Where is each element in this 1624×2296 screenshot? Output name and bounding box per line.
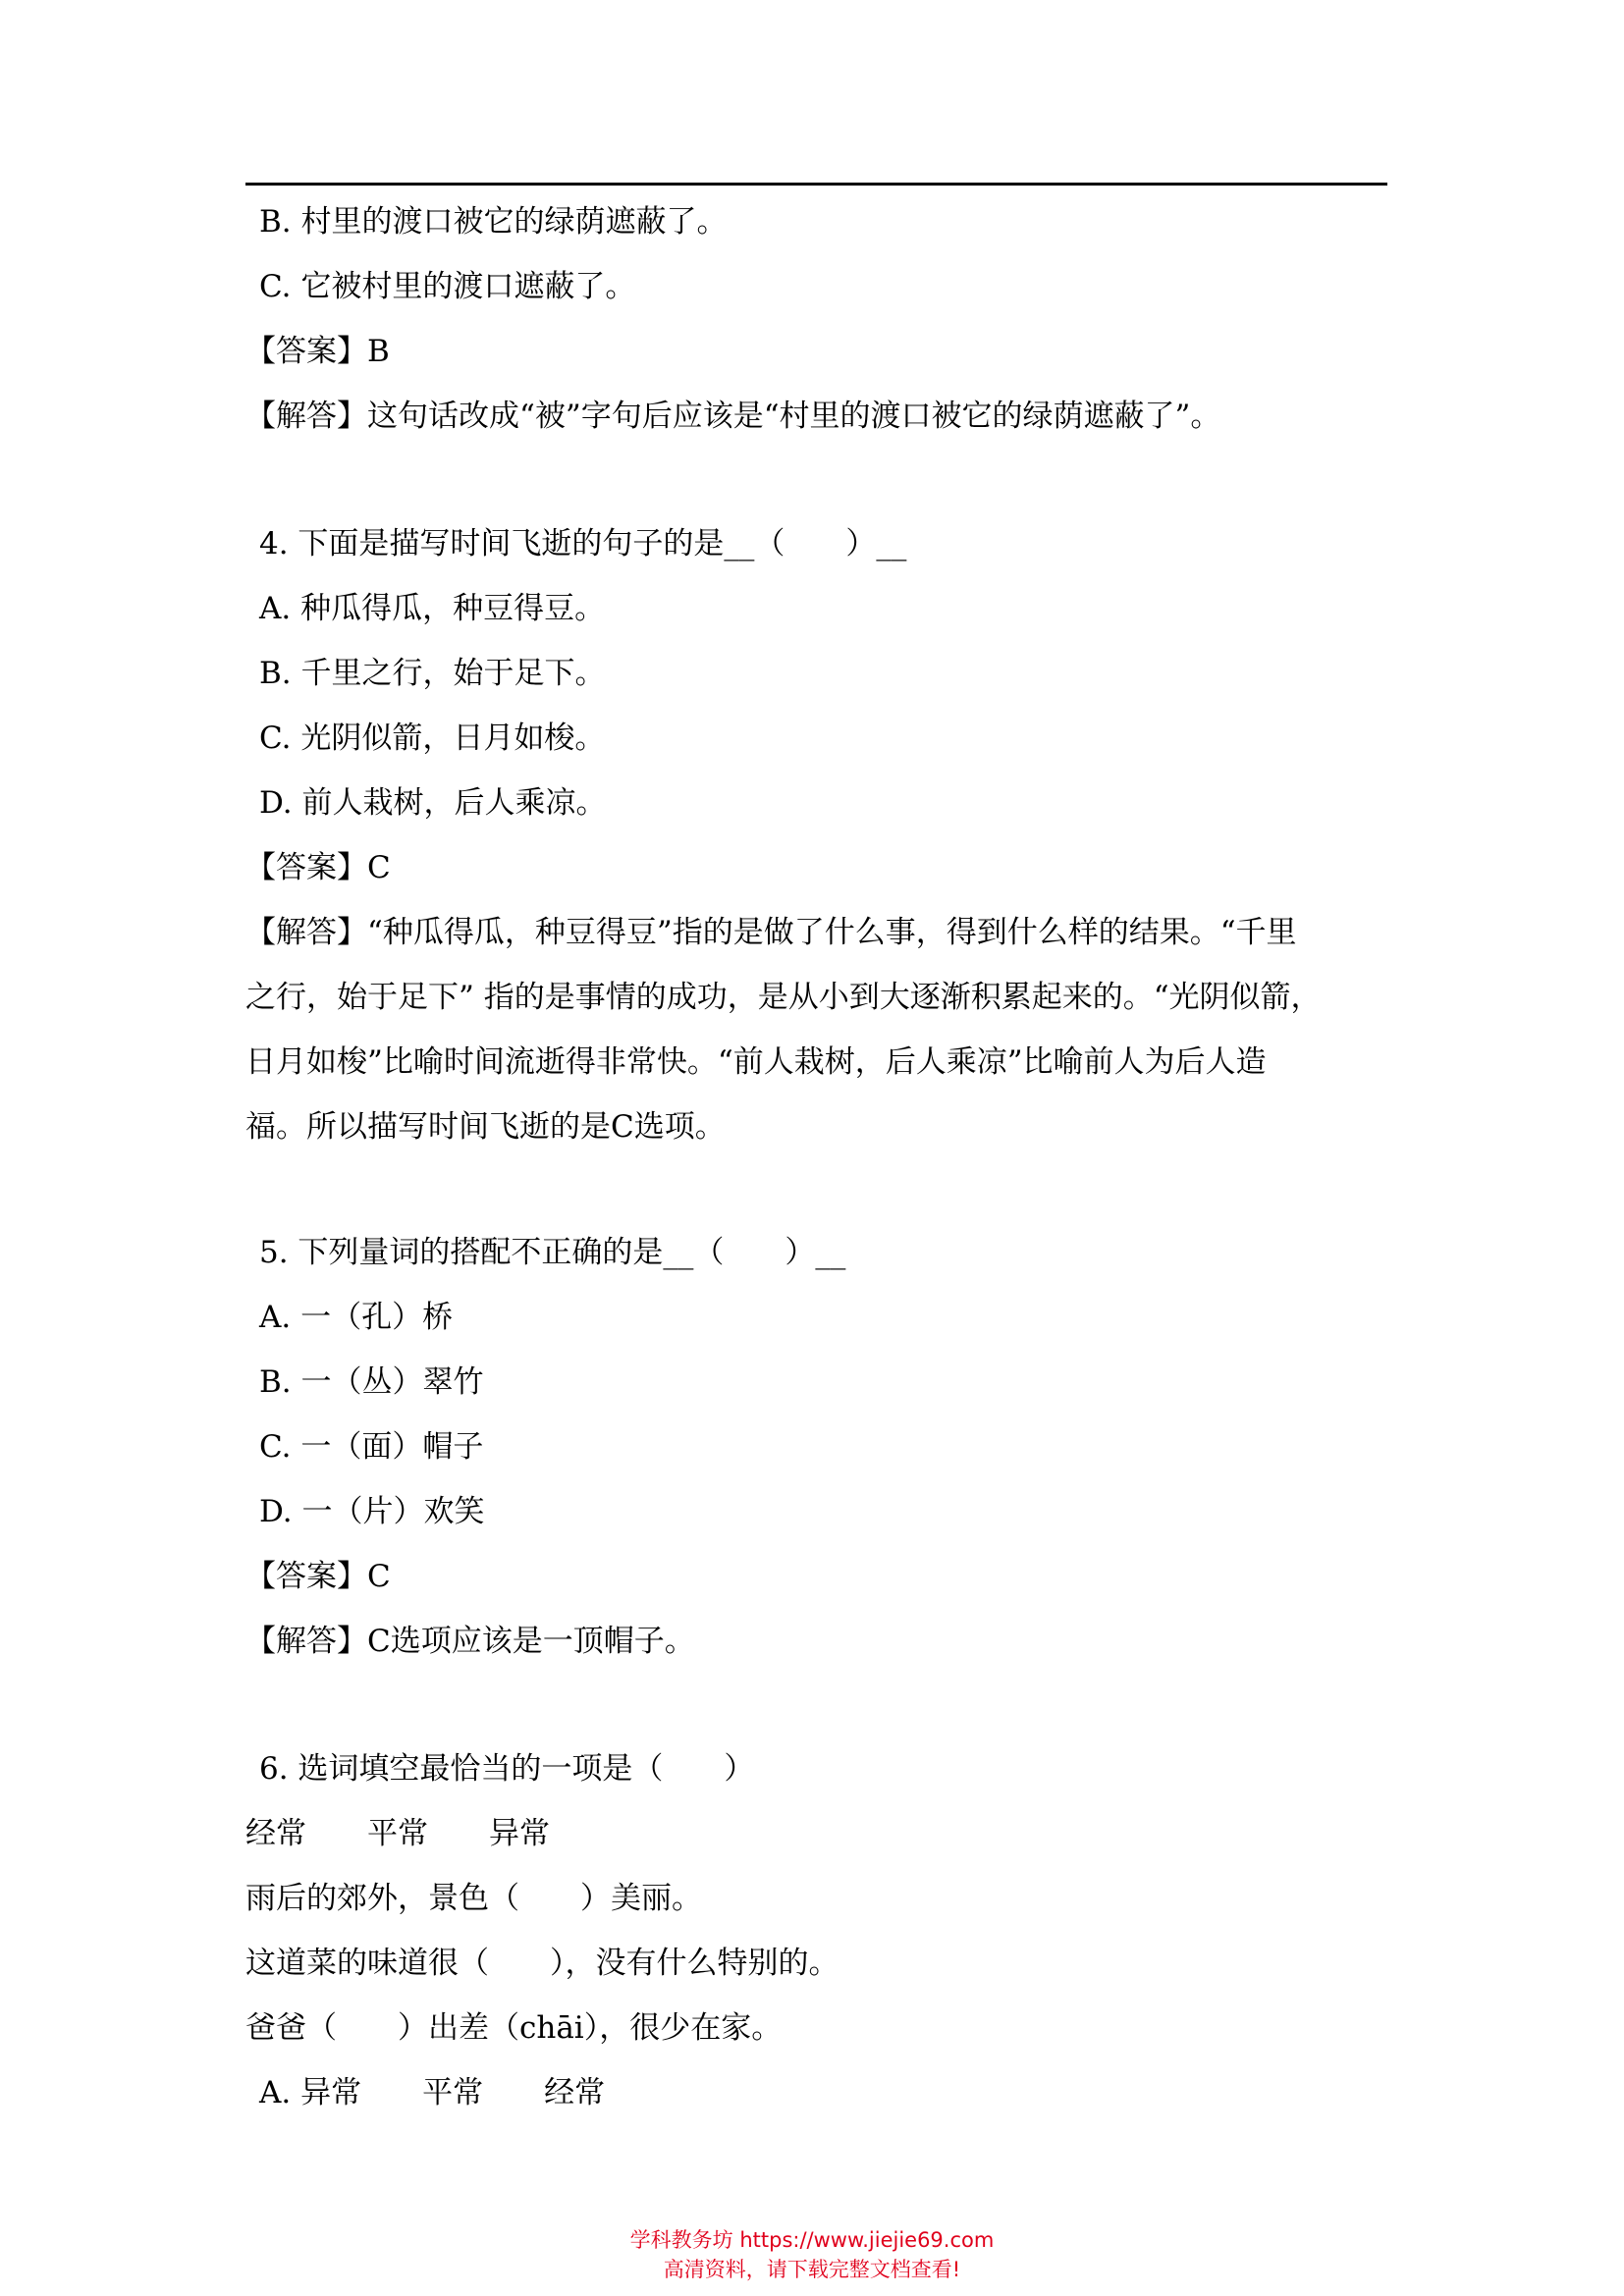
q4-option-c: C. 光阴似箭，日月如梭。 — [259, 721, 606, 756]
q4-explanation-line-1: 【解答】“种瓜得瓜，种豆得豆”指的是做了什么事，得到什么样的结果。“千里 — [245, 915, 1297, 950]
q4-option-a: A. 种瓜得瓜，种豆得豆。 — [259, 591, 606, 626]
q4-explanation-line-4: 福。所以描写时间飞逝的是C选项。 — [245, 1109, 726, 1145]
q3-option-b: B. 村里的渡口被它的绿荫遮蔽了。 — [259, 204, 728, 240]
q4-option-b: B. 千里之行，始于足下。 — [259, 656, 606, 691]
q6-word-choices: 经常 平常 异常 — [245, 1816, 550, 1851]
header-rule — [245, 183, 1387, 186]
q5-explanation: 【解答】C选项应该是一顶帽子。 — [245, 1624, 695, 1659]
q5-option-d: D. 一（片）欢笑 — [259, 1494, 485, 1529]
q5-question: 5. 下列量词的搭配不正确的是__（ ）__ — [259, 1235, 846, 1270]
q5-option-a: A. 一（孔）桥 — [259, 1300, 454, 1335]
q5-option-c: C. 一（面）帽子 — [259, 1429, 484, 1465]
q3-explanation: 【解答】这句话改成“被”字句后应该是“村里的渡口被它的绿荫遮蔽了”。 — [245, 399, 1221, 434]
q4-option-d: D. 前人栽树，后人乘凉。 — [259, 785, 607, 821]
q4-answer: 【答案】C — [245, 850, 391, 885]
q5-answer: 【答案】C — [245, 1559, 391, 1594]
q3-answer: 【答案】B — [245, 334, 390, 369]
footer-notice: 高清资料，请下载完整文档查看! — [663, 2258, 961, 2281]
q6-sentence-2: 这道菜的味道很（ ），没有什么特别的。 — [245, 1946, 839, 1981]
q5-option-b: B. 一（丛）翠竹 — [259, 1364, 484, 1400]
q4-question: 4. 下面是描写时间飞逝的句子的是__（ ）__ — [259, 526, 907, 561]
footer-site-link[interactable]: 学科教务坊 https://www.jiejie69.com — [629, 2228, 995, 2252]
q4-explanation-line-2: 之行，始于足下” 指的是事情的成功，是从小到大逐渐积累起来的。“光阴似箭， — [245, 980, 1322, 1015]
q4-explanation-line-3: 日月如梭”比喻时间流逝得非常快。“前人栽树，后人乘凉”比喻前人为后人造 — [245, 1044, 1267, 1080]
q6-question: 6. 选词填空最恰当的一项是（ ） — [259, 1751, 755, 1787]
q6-sentence-3: 爸爸（ ）出差（chāi），很少在家。 — [245, 2010, 783, 2046]
q6-option-a: A. 异常 平常 经常 — [259, 2075, 606, 2110]
q6-sentence-1: 雨后的郊外，景色（ ）美丽。 — [245, 1881, 702, 1916]
q3-option-c: C. 它被村里的渡口遮蔽了。 — [259, 269, 636, 304]
